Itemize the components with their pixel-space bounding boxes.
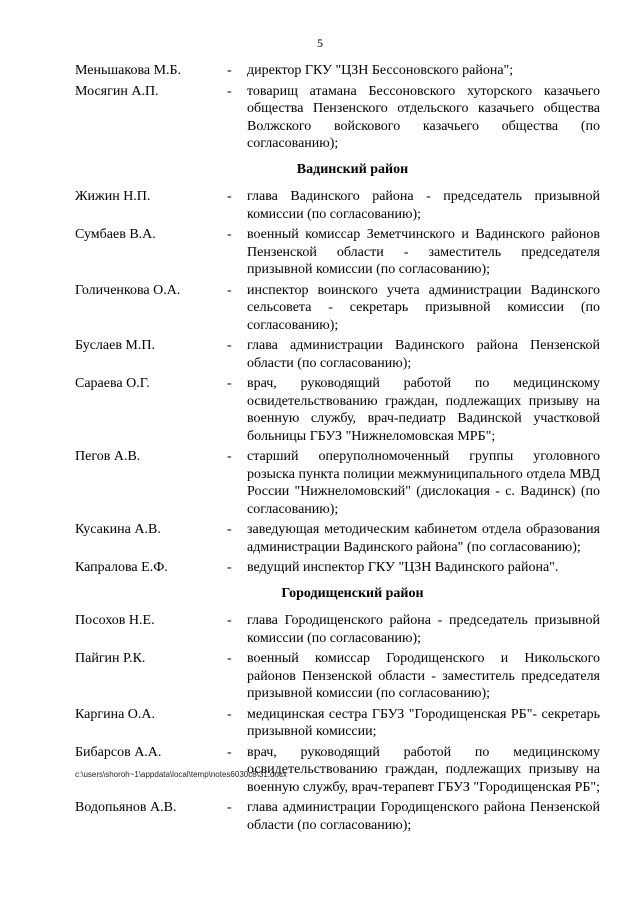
- dash-separator: -: [227, 613, 232, 628]
- dash-separator: -: [227, 338, 232, 353]
- dash-separator: -: [227, 560, 232, 575]
- commission-member-row: [75, 799, 600, 834]
- member-role: старший оперуполномоченный группы уголовного розыска пункта полиции межмуниципального отдела МВД России "Нижнеломовский" (дислокация - с. Вадинск) (по согласованию);: [247, 449, 600, 517]
- member-role: врач, руководящий работой по медицинскому освидетельствованию граждан, подлежащих призыву на военную службу, врач-педиатр Вадинской участковой больницы ГБУЗ "Нижнеломовская МРБ";: [247, 376, 600, 444]
- commission-member-row: [75, 521, 600, 556]
- member-name: Посохов Н.Е.: [75, 613, 155, 628]
- dash-separator: -: [227, 83, 232, 99]
- commission-member-row: [75, 188, 600, 223]
- dash-separator: -: [227, 282, 232, 298]
- member-name: Голиченкова О.А.: [75, 282, 181, 298]
- member-name: Сараева О.Г.: [75, 376, 150, 391]
- member-role: военный комиссар Городищенского и Никольского районов Пензенской области - заместитель председателя призывной комиссии (по согласованию);: [247, 651, 600, 701]
- commission-member-row: [75, 337, 600, 372]
- member-role: товарищ атамана Бессоновского хуторского казачьего общества Пензенского отдельского казачьего общества Волжского войскового казачьего общества (по согласованию);: [247, 83, 600, 151]
- member-role: врач, руководящий работой по медицинскому освидетельствованию граждан, подлежащих призыву на военную службу, врач-терапевт ГБУЗ "Городищенская РБ";: [247, 744, 600, 795]
- member-role: заведующая методическим кабинетом отдела образования администрации Вадинского района" (по согласованию);: [247, 522, 600, 555]
- member-role: глава Городищенского района - председатель призывной комиссии (по согласованию);: [247, 613, 600, 646]
- member-role: директор ГКУ "ЦЗН Бессоновского района";: [247, 63, 514, 78]
- document-body: [75, 62, 600, 837]
- member-role: ведущий инспектор ГКУ "ЦЗН Вадинского района".: [247, 560, 559, 575]
- dash-separator: -: [227, 522, 232, 537]
- file-path-footer: c:\users\shoroh~1\appdata\local\temp\notes6030c8\31.docx: [75, 770, 287, 779]
- dash-separator: -: [227, 376, 232, 391]
- commission-member-row: [75, 62, 600, 80]
- member-role: глава администрации Городищенского района Пензенской области (по согласованию);: [247, 800, 600, 833]
- member-name: Кусакина А.В.: [75, 522, 161, 537]
- page-number: 5: [317, 36, 323, 50]
- member-name: Меньшакова М.Б.: [75, 63, 182, 78]
- dash-separator: -: [227, 744, 232, 760]
- commission-member-row: [75, 650, 600, 703]
- member-role: инспектор воинского учета администрации Вадинского сельсовета - секретарь призывной комиссии (по согласованию);: [247, 282, 600, 333]
- commission-member-row: [75, 559, 600, 577]
- member-role: глава Вадинского района - председатель призывной комиссии (по согласованию);: [247, 189, 600, 222]
- member-name: Пегов А.В.: [75, 449, 141, 464]
- dash-separator: -: [227, 227, 232, 242]
- dash-separator: -: [227, 706, 232, 722]
- member-name: Водопьянов А.В.: [75, 800, 177, 815]
- member-name: Капралова Е.Ф.: [75, 560, 168, 575]
- member-name: Каргина О.А.: [75, 706, 156, 722]
- commission-member-row: [75, 282, 600, 335]
- commission-member-row: [75, 706, 600, 741]
- member-role: военный комиссар Земетчинского и Вадинского районов Пензенской области - заместитель председателя призывной комиссии (по согласованию);: [247, 227, 600, 277]
- dash-separator: -: [227, 63, 232, 78]
- commission-member-row: [75, 612, 600, 647]
- member-name: Буслаев М.П.: [75, 338, 155, 353]
- district-heading: Городищенский район: [281, 585, 424, 601]
- member-name: Пайгин Р.К.: [75, 651, 146, 666]
- member-name: Мосягин А.П.: [75, 83, 159, 99]
- commission-member-row: [75, 83, 600, 153]
- district-heading: Вадинский район: [296, 161, 409, 177]
- member-role: глава администрации Вадинского района Пензенской области (по согласованию);: [247, 338, 600, 371]
- dash-separator: -: [227, 189, 232, 204]
- commission-member-row: [75, 448, 600, 518]
- dash-separator: -: [227, 651, 232, 666]
- member-name: Сумбаев В.А.: [75, 227, 156, 242]
- member-name: Бибарсов А.А.: [75, 744, 162, 760]
- dash-separator: -: [227, 800, 232, 815]
- member-role: медицинская сестра ГБУЗ "Городищенская РБ"- секретарь призывной комиссии;: [247, 706, 600, 739]
- member-name: Жижин Н.П.: [75, 189, 151, 204]
- commission-member-row: [75, 375, 600, 445]
- commission-member-row: [75, 226, 600, 279]
- dash-separator: -: [227, 449, 232, 464]
